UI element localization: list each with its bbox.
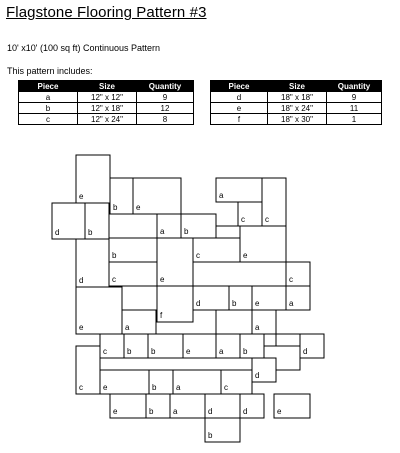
stone-label: e <box>79 192 84 201</box>
pattern-stone <box>205 394 240 418</box>
pattern-stone <box>148 334 183 358</box>
stone-label: c <box>265 215 269 224</box>
stone-label: a <box>160 227 165 236</box>
stone-label: c <box>289 275 293 284</box>
quantity-cell: 8 <box>137 114 194 125</box>
pattern-stone <box>157 214 181 238</box>
stone-label: c <box>224 383 228 392</box>
pattern-stone <box>110 178 133 214</box>
piece-cell: a <box>19 92 78 103</box>
pattern-subtitle: 10' x10' (100 sq ft) Continuous Pattern <box>7 43 161 53</box>
stone-label: b <box>113 203 118 212</box>
pattern-stone <box>238 202 262 226</box>
pattern-stone <box>122 310 156 334</box>
pattern-stone <box>193 286 229 310</box>
stone-label: e <box>243 251 248 260</box>
stone-label: d <box>79 276 84 285</box>
pattern-stone <box>274 394 310 418</box>
stone-label: a <box>219 347 224 356</box>
stone-label: b <box>112 251 117 260</box>
pattern-stone <box>240 334 264 358</box>
stone-label: a <box>289 299 294 308</box>
pattern-stone <box>286 262 310 286</box>
stone-label: c <box>112 275 116 284</box>
pattern-stone <box>76 346 100 394</box>
pattern-stone <box>124 334 148 358</box>
pattern-stone <box>76 155 110 203</box>
stone-label: e <box>277 407 282 416</box>
stone-outline <box>157 286 193 322</box>
stone-label: c <box>79 383 83 392</box>
stone-label: a <box>173 407 178 416</box>
header-quantity: Quantity <box>137 81 194 92</box>
stone-label: e <box>160 275 165 284</box>
pattern-stone <box>157 286 193 322</box>
pattern-stone <box>216 334 240 358</box>
pattern-stone <box>157 238 193 286</box>
stone-label: b <box>151 347 156 356</box>
stone-label: d <box>255 371 260 380</box>
pattern-stone <box>240 394 264 418</box>
stone-label: b <box>149 407 154 416</box>
header-size: Size <box>78 81 137 92</box>
stone-label: c <box>103 347 107 356</box>
stone-label: e <box>186 347 191 356</box>
pattern-stone <box>262 178 286 226</box>
stone-label: d <box>196 299 201 308</box>
stone-label: a <box>176 383 181 392</box>
stone-label: d <box>303 347 308 356</box>
pattern-stone <box>221 370 252 394</box>
pattern-stone <box>109 238 157 262</box>
quantity-cell: 11 <box>327 103 382 114</box>
stone-label: e <box>136 203 141 212</box>
stone-label: b <box>88 228 93 237</box>
pattern-stone <box>100 370 149 394</box>
size-cell: 18" x 30" <box>268 114 327 125</box>
stone-label: d <box>208 407 213 416</box>
stone-label: b <box>243 347 248 356</box>
pattern-stone <box>110 394 146 418</box>
size-cell: 12" x 24" <box>78 114 137 125</box>
stone-label: b <box>127 347 132 356</box>
stone-label: f <box>160 311 163 320</box>
quantity-cell: 9 <box>137 92 194 103</box>
pattern-stone <box>181 214 216 238</box>
stone-label: e <box>79 323 84 332</box>
pattern-stone <box>149 370 173 394</box>
header-size: Size <box>268 81 327 92</box>
pattern-stone <box>109 262 157 286</box>
pattern-stone <box>300 334 324 358</box>
pattern-stone <box>240 226 286 262</box>
pattern-stone <box>76 239 109 287</box>
size-cell: 18" x 24" <box>268 103 327 114</box>
piece-cell: f <box>211 114 268 125</box>
pattern-stone <box>146 394 170 418</box>
pattern-stone <box>286 286 310 310</box>
stone-label: d <box>55 228 60 237</box>
stone-label: d <box>243 407 248 416</box>
size-cell: 12" x 18" <box>78 103 137 114</box>
quantity-cell: 9 <box>327 92 382 103</box>
page-title: Flagstone Flooring Pattern #3 <box>6 4 207 21</box>
pattern-stone <box>252 286 286 310</box>
stone-label: c <box>241 215 245 224</box>
stone-label: a <box>219 191 224 200</box>
stone-label: b <box>184 227 189 236</box>
stone-label: a <box>125 323 130 332</box>
piece-cell: c <box>19 114 78 125</box>
pattern-stone <box>173 370 221 394</box>
header-quantity: Quantity <box>327 81 382 92</box>
pattern-stone <box>252 310 276 334</box>
stone-outline <box>109 262 157 286</box>
includes-label: This pattern includes: <box>7 66 93 76</box>
stone-outline <box>193 238 240 262</box>
pattern-stone <box>229 286 253 310</box>
pattern-stone <box>52 203 85 239</box>
stone-label: a <box>255 323 260 332</box>
pattern-stone <box>85 203 109 239</box>
quantity-cell: 12 <box>137 103 194 114</box>
piece-cell: b <box>19 103 78 114</box>
pattern-stone <box>216 178 262 202</box>
stone-label: b <box>152 383 157 392</box>
header-piece: Piece <box>211 81 268 92</box>
pattern-stone <box>100 334 124 358</box>
pattern-stone <box>76 287 122 334</box>
stone-label: b <box>208 431 213 440</box>
pattern-stone <box>205 418 240 442</box>
stone-label: e <box>255 299 260 308</box>
pattern-stone <box>252 358 276 382</box>
pattern-stone <box>183 334 216 358</box>
quantity-cell: 1 <box>327 114 382 125</box>
pattern-stone <box>133 178 181 214</box>
piece-cell: e <box>211 103 268 114</box>
stone-label: e <box>103 383 108 392</box>
stone-label: c <box>196 251 200 260</box>
pattern-stone <box>193 238 240 262</box>
stone-label: e <box>113 407 118 416</box>
pattern-stone <box>170 394 205 418</box>
stone-label: b <box>232 299 237 308</box>
size-cell: 12" x 12" <box>78 92 137 103</box>
header-piece: Piece <box>19 81 78 92</box>
size-cell: 18" x 18" <box>268 92 327 103</box>
piece-cell: d <box>211 92 268 103</box>
